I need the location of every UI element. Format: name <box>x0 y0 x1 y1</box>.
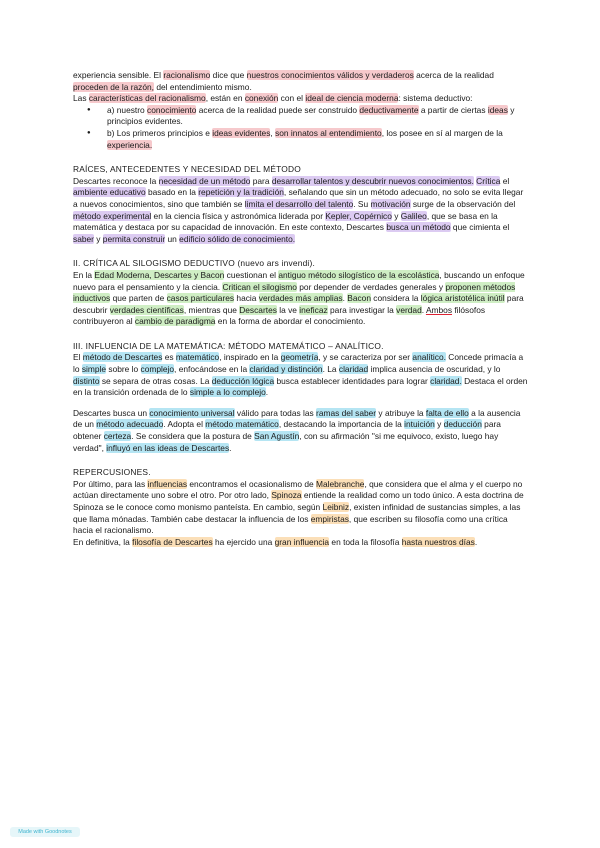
highlight: intuición <box>404 419 435 430</box>
highlight: ambiente educativo <box>73 187 146 198</box>
highlight: método experimental <box>73 210 152 221</box>
highlight: ramas del saber <box>316 407 377 418</box>
text: . <box>474 536 478 547</box>
text: y principios evidentes. <box>107 104 515 127</box>
highlight: proceden de la razón, <box>73 81 155 92</box>
text: un <box>165 233 180 244</box>
goodnotes-logo: Made with Goodnotes <box>10 827 80 837</box>
text: es <box>162 352 176 363</box>
highlight: motivación <box>370 198 411 209</box>
highlight: Spinoza <box>271 490 302 501</box>
section-heading: II. CRÍTICA AL SILOGISMO DEDUCTIVO (nuevo ars invendi). <box>73 258 315 269</box>
highlight: verdad <box>396 304 422 315</box>
highlight: saber <box>73 233 94 244</box>
text: a) nuestro <box>107 104 148 115</box>
highlight: claridad. <box>430 375 462 386</box>
text: , están en <box>205 93 245 104</box>
list-item <box>107 128 528 151</box>
text: En definitiva, la <box>73 536 133 547</box>
section-body <box>73 537 528 549</box>
text: dice que <box>210 70 247 80</box>
text: sobre lo <box>106 364 141 375</box>
text: , enfocándose en la <box>174 364 250 375</box>
text: , que considera que el alma y el cuerpo no actúan directamente uno sobre el otro. Por otro lado, <box>73 478 523 501</box>
highlight: Crítica <box>476 175 501 186</box>
text: implica ausencia de oscuridad, y lo <box>368 364 501 375</box>
text: , y se caracteriza por ser <box>318 352 413 363</box>
text: En la <box>73 269 95 280</box>
text: encontramos el ocasionalismo de <box>187 478 317 489</box>
text: a la ausencia de un <box>73 407 521 430</box>
highlight: geometría <box>280 352 319 363</box>
highlight: desarrollar talentos y descubrir nuevos conocimientos. <box>271 175 474 186</box>
text: , los posee en sí al margen de la <box>381 127 503 138</box>
highlight: características del racionalismo <box>88 93 206 104</box>
text: , destacando la importancia de la <box>278 419 405 430</box>
section-heading: RAÍCES, ANTECEDENTES Y NECESIDAD DEL MÉTODO <box>73 164 301 175</box>
text: , inspirado en la <box>219 352 281 363</box>
highlight: limita el desarrollo del talento <box>244 198 354 209</box>
text: , que escriben su filosofía como una crítica hacia el racionalismo. <box>73 513 508 536</box>
text: entiende la realidad como un todo único. A esta doctrina de Spinoza se le conoce como monismo panteísta. En cambio, según <box>73 490 524 512</box>
text: Por último, para las <box>73 478 148 489</box>
text: surge de la observación del <box>410 198 516 209</box>
highlight: gran influencia <box>274 536 330 547</box>
highlight: permita construir <box>102 233 166 244</box>
highlight: son innatos al entendimiento <box>275 127 382 138</box>
text: válido para todas las <box>234 407 317 418</box>
text: , que se basa en la matemática y destaca por su capacidad de innovación. En este contexto, Descartes <box>73 210 498 233</box>
text: el <box>500 175 510 186</box>
text: . Adopta el <box>163 419 206 430</box>
document-page <box>73 70 528 548</box>
text: Descartes reconoce la <box>73 175 159 186</box>
highlight: claridad y distinción <box>249 364 323 375</box>
text: cuestionan el <box>224 269 279 280</box>
text: y atribuye la <box>376 407 426 418</box>
text: , <box>270 127 276 138</box>
highlight: nuestros conocimientos válidos y verdaderos <box>246 70 414 80</box>
highlight: método adecuado <box>96 419 164 430</box>
highlight: Critican el silogismo <box>222 281 297 292</box>
highlight: cambio de paradigma <box>134 316 216 327</box>
highlight: Edad Moderna, Descartes y Bacon <box>94 269 225 280</box>
highlight: Malebranche <box>316 478 365 489</box>
text: , señalando que sin un método adecuado, no solo se evita llegar a nuevos conocimientos, sino que también se <box>73 187 524 209</box>
highlight: deducción lógica <box>211 375 275 386</box>
text: que parten de <box>110 293 167 304</box>
text: . <box>229 442 232 453</box>
highlight: Bacon <box>347 293 371 304</box>
text: para obtener <box>73 419 501 442</box>
highlight: necesidad de un método <box>158 175 251 186</box>
highlight: Leibniz <box>322 502 350 512</box>
text: hacia <box>234 293 259 304</box>
highlight: hasta nuestros días <box>401 536 475 547</box>
text: b) Los primeros principios e <box>107 127 213 138</box>
text: experiencia sensible. El <box>73 70 164 80</box>
text: Concede primacía a lo <box>73 352 524 375</box>
highlight: claridad <box>338 364 369 375</box>
bullet-list <box>73 105 528 151</box>
highlight: edificio sólido de conocimiento. <box>179 233 296 244</box>
section-body <box>73 176 528 246</box>
text: acerca de la realidad <box>413 70 494 80</box>
highlight: verdades más amplias <box>258 293 343 304</box>
highlight: conocimiento universal <box>149 407 235 418</box>
text: Las <box>73 93 89 104</box>
text: . <box>421 304 426 315</box>
highlight: distinto <box>73 375 100 386</box>
highlight: Galileo <box>400 210 427 221</box>
text: : sistema deductivo: <box>398 93 473 104</box>
text: Destaca el orden en la transición ordenada de lo <box>73 375 528 398</box>
section-body <box>73 270 528 328</box>
text: que cimienta el <box>450 222 510 233</box>
highlight: deductivamente <box>359 104 419 115</box>
text: y <box>434 419 444 430</box>
section-body <box>73 408 528 454</box>
underlined-text: Ambos <box>425 304 453 315</box>
highlight: ideas <box>487 104 508 115</box>
text: del entendimiento mismo. <box>154 81 252 92</box>
highlight: repetición y la tradición <box>198 187 284 198</box>
highlight: antiguo método silogístico de la escolástica <box>278 269 440 280</box>
text: . Su <box>353 198 371 209</box>
text: y <box>391 210 401 221</box>
highlight: proponen métodos inductivos <box>73 281 516 304</box>
paragraph-racionalismo <box>73 70 528 93</box>
text: para <box>250 175 272 186</box>
highlight: método matemático <box>205 419 279 430</box>
highlight: simple <box>81 364 107 375</box>
text: se separa de otras cosas. La <box>99 375 212 386</box>
highlight: busca un método <box>386 222 451 233</box>
text: . <box>265 387 269 398</box>
highlight: empiristas <box>310 513 349 524</box>
text: y <box>93 233 103 244</box>
text: considera la <box>370 293 421 304</box>
text: acerca de la realidad puede ser construido <box>196 104 360 115</box>
text: para descubrir <box>73 293 524 315</box>
text: filósofos contribuyeron al <box>73 304 486 327</box>
highlight: analítico. <box>412 352 446 363</box>
text: Descartes busca un <box>73 407 150 418</box>
highlight: San Agustín <box>254 431 300 442</box>
list-item <box>107 105 528 128</box>
highlight: complejo <box>140 364 175 375</box>
highlight: deducción <box>443 419 482 430</box>
text: por depender de verdades generales y <box>296 281 446 292</box>
text: , existen infinidad de sustancias simples, a las que llama mónadas. También cabe destacar la influencia de los <box>73 502 521 524</box>
highlight: Kepler, Copérnico <box>325 210 392 221</box>
text: . <box>342 293 348 304</box>
highlight: ideas evidentes <box>212 127 271 138</box>
text: basado en la <box>145 187 199 198</box>
section-heading: III. INFLUENCIA DE LA MATEMÁTICA: MÉTODO MATEMÁTICO – ANALÍTICO. <box>73 340 384 351</box>
highlight: método de Descartes <box>82 352 163 363</box>
text: El <box>73 352 83 363</box>
text: , con su afirmación "si me equivoco, existo, luego hay verdad", <box>73 431 499 453</box>
highlight: experiencia. <box>107 139 153 150</box>
paragraph-caracteristicas <box>73 93 528 105</box>
highlight: Descartes <box>239 304 277 315</box>
text: para investigar la <box>327 304 397 315</box>
highlight: ideal de ciencia moderna <box>305 93 399 104</box>
text: con el <box>278 93 306 104</box>
text: en la ciencia física y astronómica liderada por <box>151 210 326 221</box>
text: a partir de ciertas <box>418 104 488 115</box>
section-body <box>73 352 528 398</box>
highlight: casos particulares <box>166 293 235 304</box>
highlight: lógica aristotélica inútil <box>420 293 505 304</box>
text: ha ejercido una <box>212 536 275 547</box>
highlight: influencias <box>147 478 188 489</box>
text: . Se considera que la postura de <box>131 431 255 442</box>
highlight: conocimiento <box>147 104 197 115</box>
section-body <box>73 479 528 537</box>
text: . La <box>322 364 339 375</box>
highlight: influyó en las ideas de Descartes <box>106 442 230 453</box>
highlight: conexión <box>244 93 279 104</box>
highlight: racionalismo <box>163 70 211 80</box>
highlight: simple a lo complejo <box>189 387 266 398</box>
text: en toda la filosofía <box>329 536 402 547</box>
text: busca establecer identidades para lograr <box>274 375 431 386</box>
text: , mientras que <box>183 304 240 315</box>
section-heading: REPERCUSIONES. <box>73 467 151 478</box>
text: la ve <box>276 304 300 315</box>
highlight: verdades científicas <box>109 304 184 315</box>
text: en la forma de abordar el conocimiento. <box>215 316 366 327</box>
highlight: matemático <box>175 352 220 363</box>
highlight: falta de ello <box>425 407 469 418</box>
text: , buscando un enfoque nuevo para el pensamiento y la ciencia. <box>73 269 525 292</box>
highlight: ineficaz <box>299 304 328 315</box>
highlight: certeza <box>103 431 132 442</box>
highlight: filosofía de Descartes <box>132 536 213 547</box>
